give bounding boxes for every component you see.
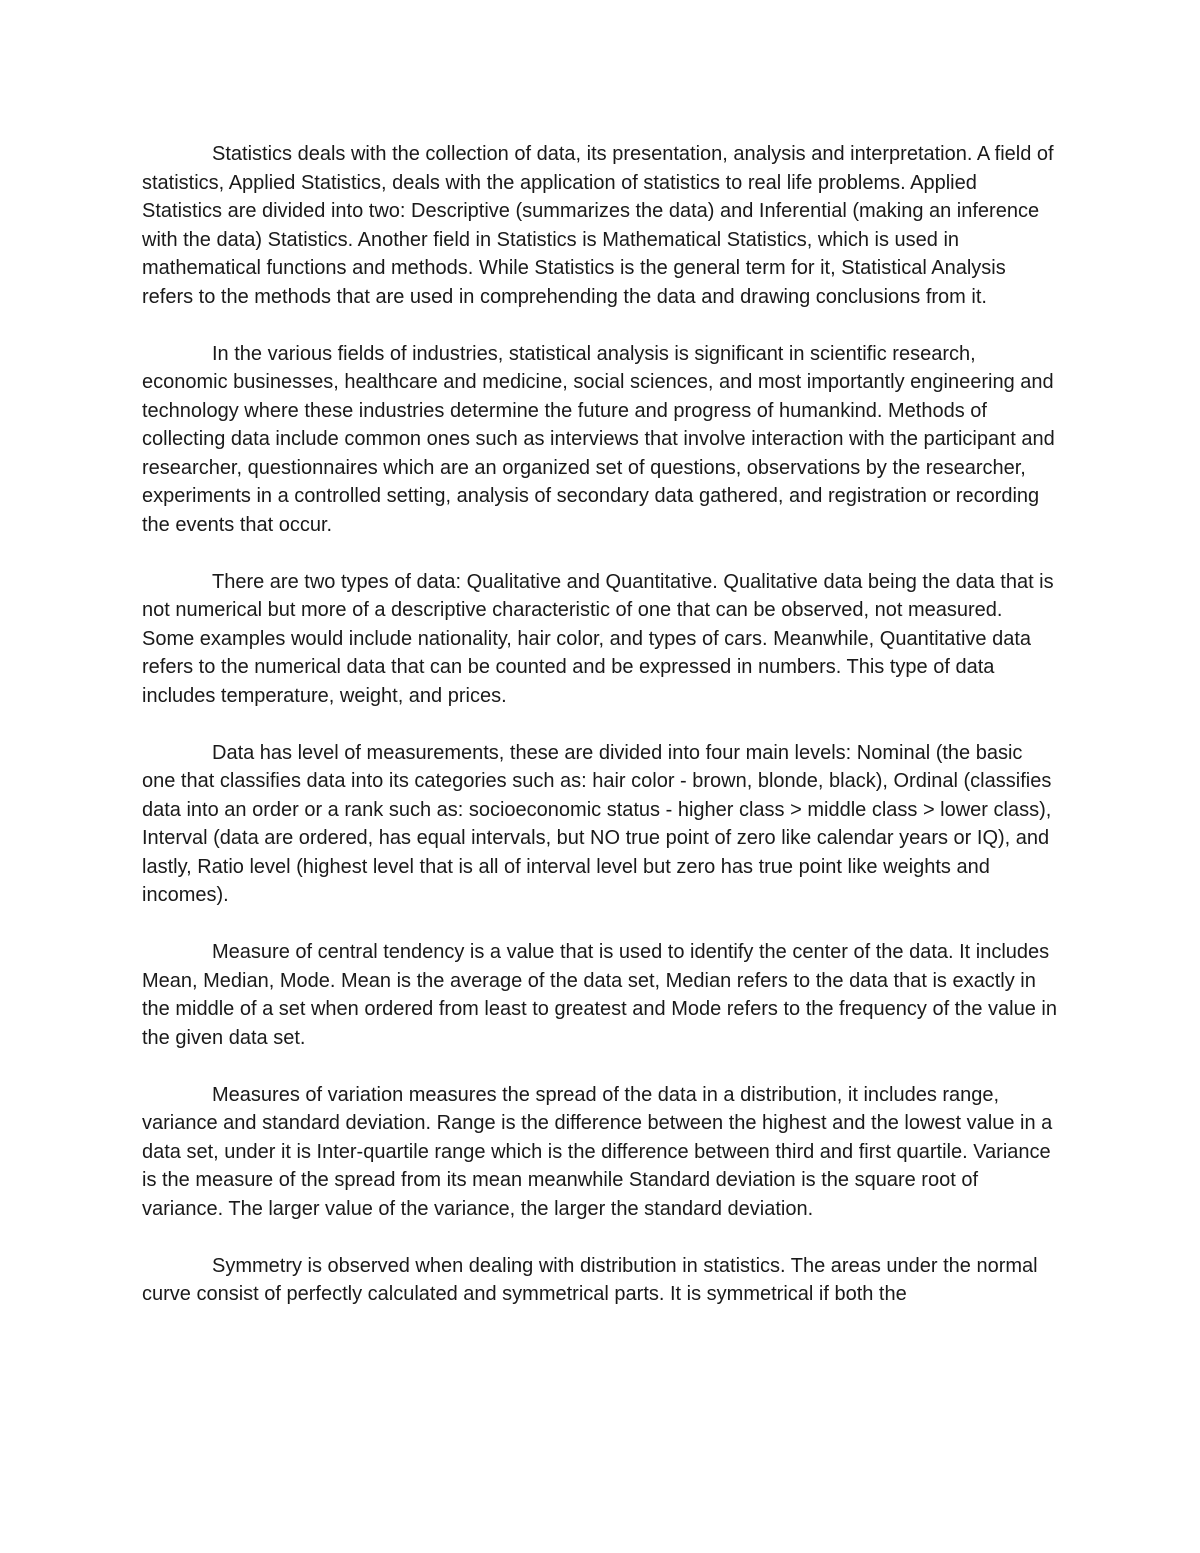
document-body [142,140,1060,1309]
paragraph-levels-of-measurement: Data has level of measurements, these are divided into four main levels: Nominal (the basic one that classifies data into its categories such as: hair color - brown, blonde, black), Ordinal (classifies data into an order or a rank such as: socioeconomic status - higher class > middle class > lower class), Interval (data are ordered, has equal intervals, but NO true point of zero like calendar years or IQ), and lastly, Ratio level (highest level that is all of interval level but zero has true point like weights and incomes). [142,741,1052,906]
paragraph-central-tendency: Measure of central tendency is a value that is used to identify the center of the data. It includes Mean, Median, Mode. Mean is the average of the data set, Median refers to the data that is exactly in the middle of a set when ordered from least to greatest and Mode refers to the frequency of the value in the given data set. [142,941,1057,1049]
paragraph-statistics-definition: Statistics deals with the collection of data, its presentation, analysis and interpretation. A field of statistics, Applied Statistics, deals with the application of statistics to real life problems. Applied Statistics are divided into two: Descriptive (summarizes the data) and Inferential (making an inference with the data) Statistics. Another field in Statistics is Mathematical Statistics, which is used in mathematical functions and methods. While Statistics is the general term for it, Statistical Analysis refers to the methods that are used in comprehending the data and drawing conclusions from it. [142,143,1054,308]
paragraph-symmetry: Symmetry is observed when dealing with distribution in statistics. The areas under the normal curve consist of perfectly calculated and symmetrical parts. It is symmetrical if both the [142,1254,1038,1305]
paragraph-fields-of-industries: In the various fields of industries, statistical analysis is significant in scientific research, economic businesses, healthcare and medicine, social sciences, and most importantly engineering and technology where these industries determine the future and progress of humankind. Methods of collecting data include common ones such as interviews that involve interaction with the participant and researcher, questionnaires which are an organized set of questions, observations by the researcher, experiments in a controlled setting, analysis of secondary data gathered, and registration or recording the events that occur. [142,342,1055,536]
paragraph-measures-of-variation: Measures of variation measures the spread of the data in a distribution, it includes range, variance and standard deviation. Range is the difference between the highest and the lowest value in a data set, under it is Inter-quartile range which is the difference between third and first quartile. Variance is the measure of the spread from its mean meanwhile Standard deviation is the square root of variance. The larger value of the variance, the larger the standard deviation. [142,1083,1053,1220]
paragraph-types-of-data: There are two types of data: Qualitative and Quantitative. Qualitative data being the data that is not numerical but more of a descriptive characteristic of one that can be observed, not measured. Some examples would include nationality, hair color, and types of cars. Meanwhile, Quantitative data refers to the numerical data that can be counted and be expressed in numbers. This type of data includes temperature, weight, and prices. [142,570,1054,707]
